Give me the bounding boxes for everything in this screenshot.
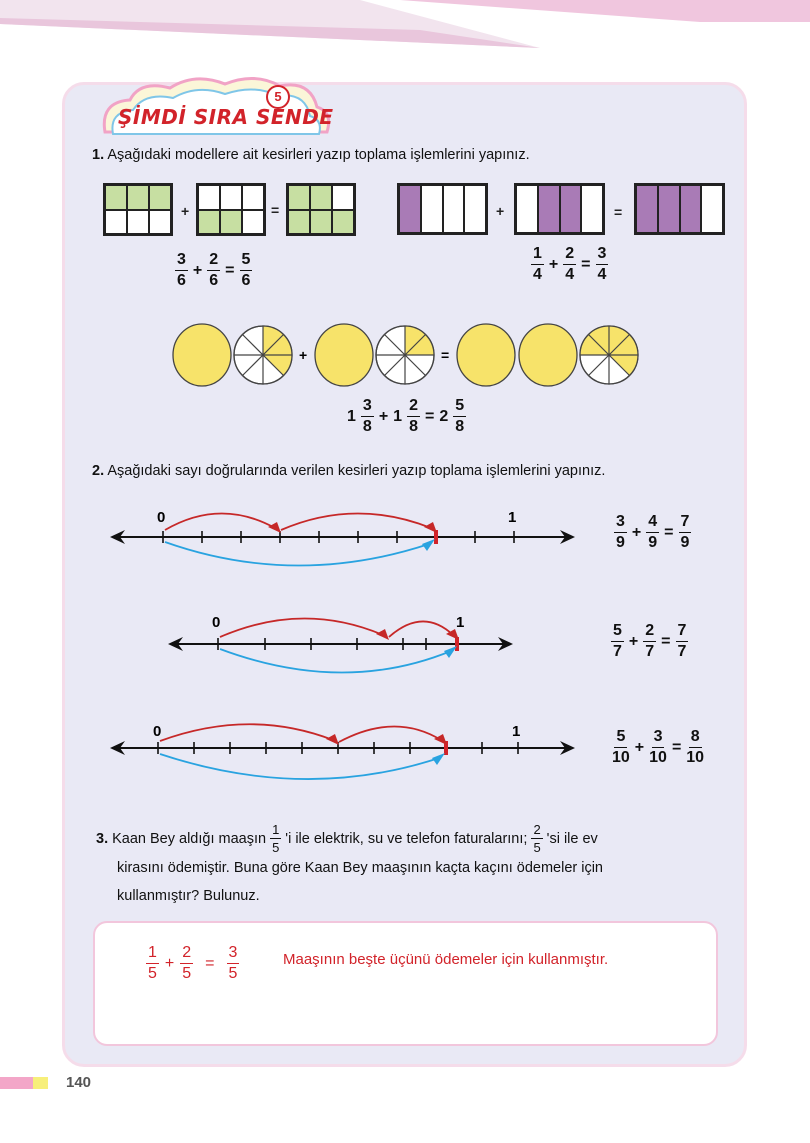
- svg-text:1: 1: [508, 509, 517, 526]
- answer-box: [93, 921, 718, 1046]
- equals-sign: =: [271, 202, 280, 218]
- page-number: 140: [66, 1074, 92, 1091]
- equation-2: $\frac{1}{4}$ + $\frac{2}{4}$ = $\frac{3}{4}$: [533, 245, 607, 283]
- svg-text:1: 1: [512, 723, 521, 740]
- answer-equation: $\frac{1}{5}$ + $\frac{2}{5}$ = $\frac{3}{5}$: [148, 944, 238, 982]
- number-line-2: [163, 607, 523, 687]
- question-number: 3.: [96, 830, 109, 847]
- equals-sign: =: [441, 347, 450, 363]
- equation-3: 1 $\frac{3}{8}$ + 1 $\frac{2}{8}$ = 2 $\frac{5}{8}$: [347, 397, 465, 435]
- circle-models: [165, 318, 645, 392]
- question-number: 2.: [92, 463, 105, 479]
- page-bar-yellow: [33, 1077, 48, 1089]
- badge-title: ŞİMDİ SIRA SENDE: [118, 105, 334, 129]
- bar-model-b: [514, 183, 605, 235]
- top-decoration: [0, 0, 810, 60]
- svg-text:0: 0: [153, 723, 162, 740]
- plus-sign: +: [496, 203, 505, 219]
- nl1-equation: $\frac{3}{9}$ + $\frac{4}{9}$ = $\frac{7}{9}$: [616, 513, 690, 551]
- svg-text:0: 0: [212, 614, 221, 631]
- grid-model-a: [103, 183, 173, 236]
- question-text: Aşağıdaki sayı doğrularında verilen kesirleri yazıp toplama işlemlerini yapınız.: [107, 463, 606, 479]
- number-line-3: [105, 712, 585, 792]
- question-text: Aşağıdaki modellere ait kesirleri yazıp toplama işlemlerini yapınız.: [107, 147, 530, 163]
- badge-number: 5: [266, 85, 290, 109]
- plus-sign: +: [299, 347, 308, 363]
- plus-sign: +: [181, 203, 190, 219]
- answer-text: Maaşının beşte üçünü ödemeler için kullanmıştır.: [283, 951, 609, 968]
- svg-text:1: 1: [456, 614, 465, 631]
- question-1: [92, 147, 530, 163]
- equation-1: $\frac{3}{6}$ + $\frac{2}{6}$ = $\frac{5}{6}$: [177, 251, 251, 289]
- question-3-line-2: kirasını ödemiştir. Buna göre Kaan Bey maaşının kaçta kaçını ödemeler için: [117, 860, 603, 876]
- svg-text:0: 0: [157, 509, 166, 526]
- grid-model-c: [286, 183, 356, 236]
- number-line-1: [105, 500, 585, 580]
- question-number: 1.: [92, 147, 105, 163]
- question-3-line-3: kullanmıştır? Bulunuz.: [117, 888, 260, 904]
- bar-model-c: [634, 183, 725, 235]
- nl2-equation: $\frac{5}{7}$ + $\frac{2}{7}$ = $\frac{7}{7}$: [613, 622, 687, 660]
- page-bar-pink: [0, 1077, 33, 1089]
- bar-model-a: [397, 183, 488, 235]
- question-2: [92, 463, 605, 479]
- equals-sign: =: [614, 204, 623, 220]
- grid-model-b: [196, 183, 266, 236]
- question-3-line-1: 3. Kaan Bey aldığı maaşın $\frac{1}{5}$ 'i ile elektrik, su ve telefon faturalarını; $\frac{2}{5}$ 'si ile ev: [96, 822, 598, 855]
- nl3-equation: $\frac{5}{10}$ + $\frac{3}{10}$ = $\frac{8}{10}$: [612, 728, 705, 766]
